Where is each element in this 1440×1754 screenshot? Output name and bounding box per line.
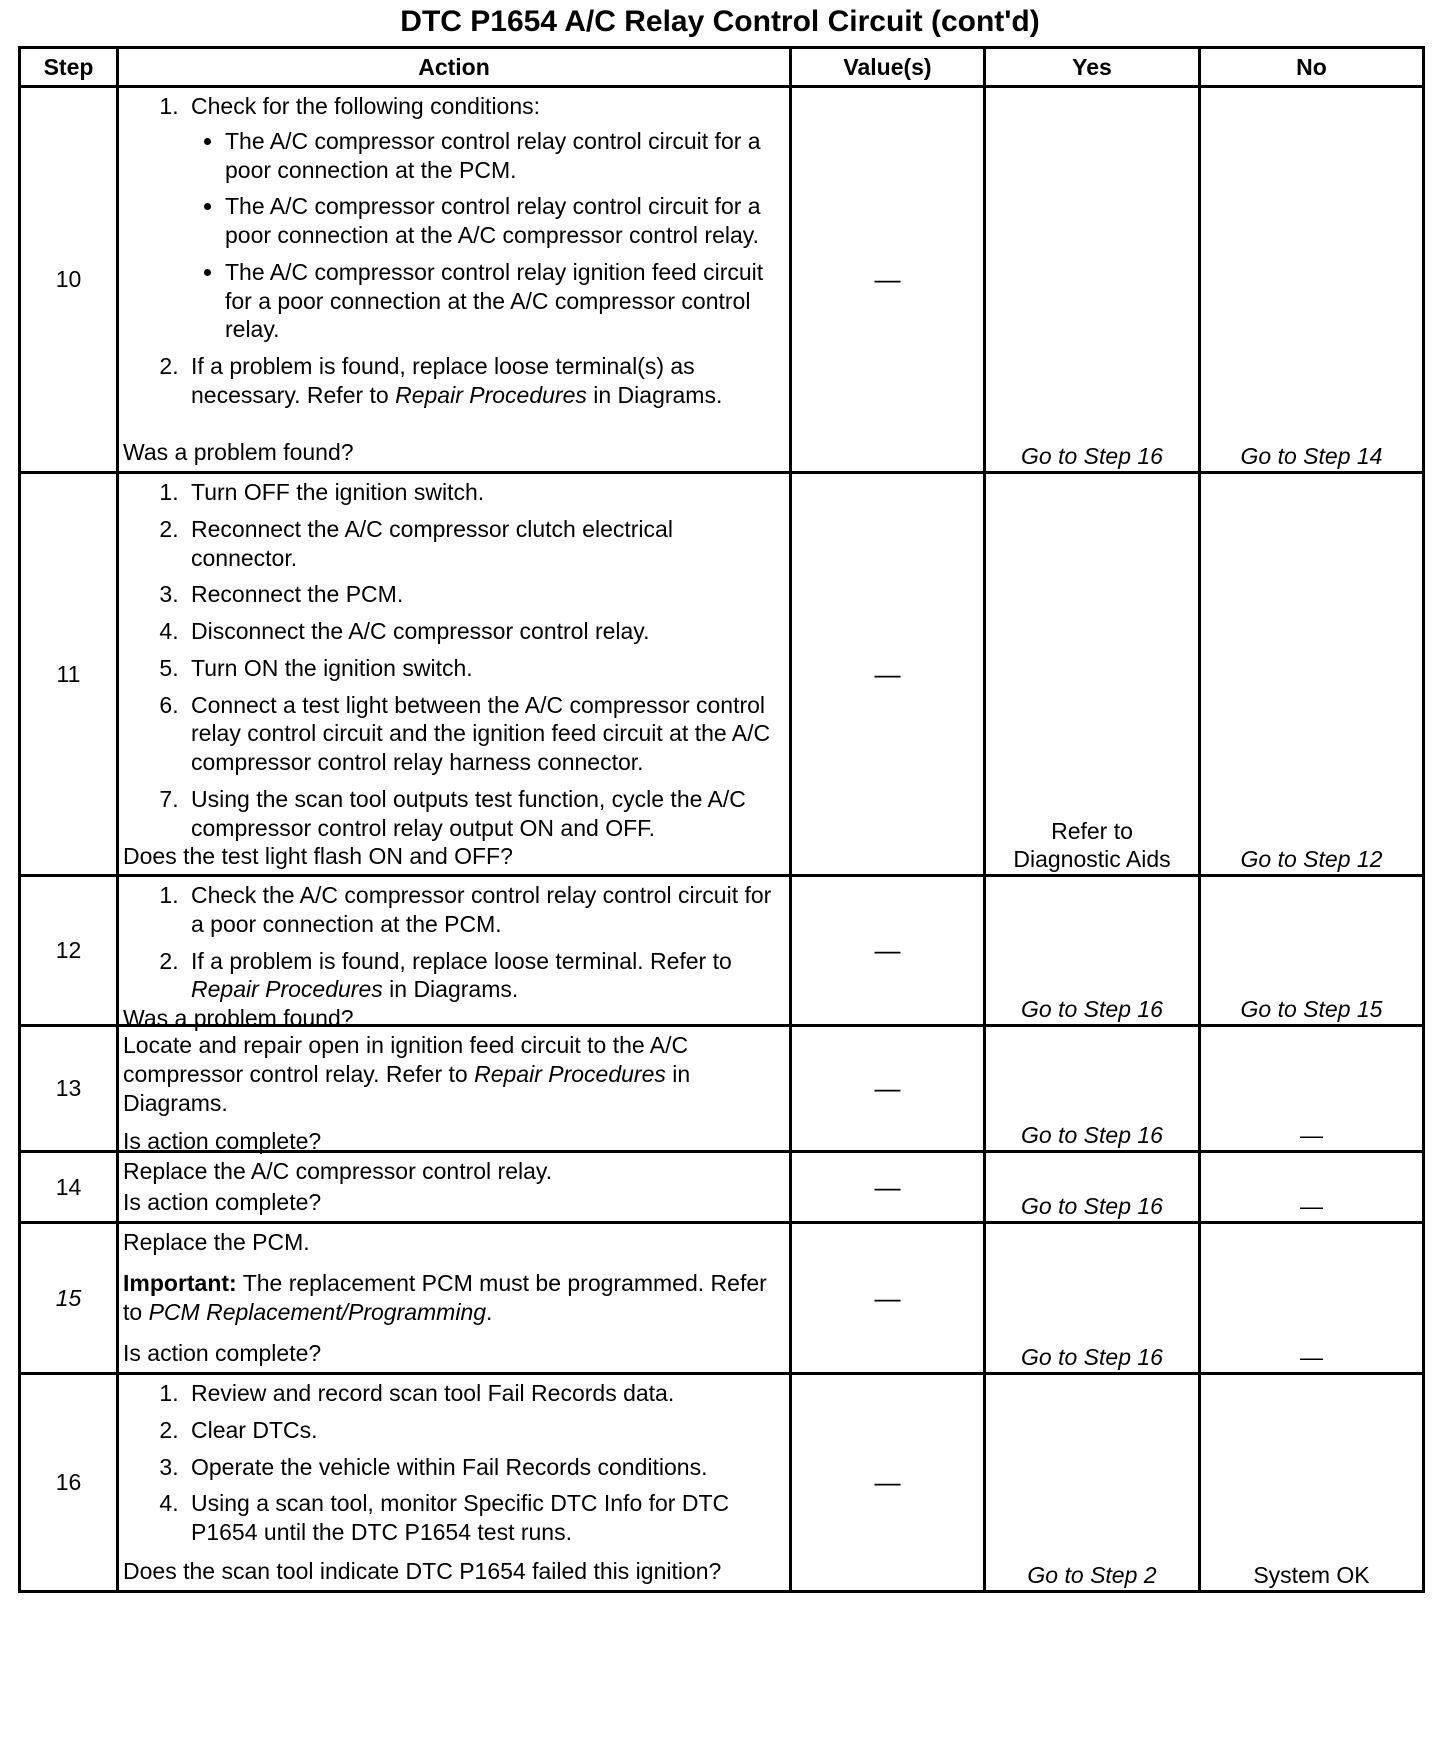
action-bullet: • The A/C compressor control relay ignition feed circuit for a poor connection at the A/C compressor control relay. bbox=[225, 258, 783, 344]
action-item: 2. If a problem is found, replace loose terminal. Refer to Repair Procedures in Diagrams. bbox=[185, 947, 783, 1005]
header-action: Action bbox=[118, 48, 791, 87]
step-number: 13 bbox=[20, 1026, 118, 1152]
step-number: 14 bbox=[20, 1152, 118, 1223]
no-result: — bbox=[1200, 1152, 1424, 1223]
step-number: 10 bbox=[20, 87, 118, 473]
action-item: 2. Clear DTCs. bbox=[185, 1416, 783, 1445]
action-bullet: • The A/C compressor control relay control circuit for a poor connection at the PCM. bbox=[225, 127, 783, 185]
action-item: 1. Turn OFF the ignition switch. bbox=[185, 478, 783, 507]
action-text: Replace the PCM. bbox=[123, 1229, 310, 1255]
action-cell bbox=[118, 87, 791, 473]
action-item: 2. Reconnect the A/C compressor clutch electrical connector. bbox=[185, 515, 783, 573]
action-item: 3. Reconnect the PCM. bbox=[185, 580, 783, 609]
table-row bbox=[20, 1152, 1424, 1223]
important-label: Important: bbox=[123, 1270, 237, 1297]
step-number: 15 bbox=[20, 1223, 118, 1374]
yes-result: Go to Step 16 bbox=[985, 876, 1200, 1026]
yes-result: Go to Step 16 bbox=[985, 87, 1200, 473]
table-row bbox=[20, 1374, 1424, 1592]
action-item: 4. Disconnect the A/C compressor control relay. bbox=[185, 617, 783, 646]
action-question: Was a problem found? bbox=[123, 439, 354, 466]
action-question: Does the test light flash ON and OFF? bbox=[123, 843, 513, 870]
no-result: — bbox=[1200, 1026, 1424, 1152]
page-title: DTC P1654 A/C Relay Control Circuit (cont'd) bbox=[400, 5, 1040, 38]
action-cell bbox=[118, 1152, 791, 1223]
table-row bbox=[20, 876, 1424, 1026]
value-cell: — bbox=[791, 1152, 985, 1223]
step-number: 12 bbox=[20, 876, 118, 1026]
table-row bbox=[20, 1026, 1424, 1152]
action-item: 1. Check for the following conditions: • The A/C compressor control relay control circuit for a poor connection at the PCM. • The A/C compressor control relay control circuit for a poor connection at the A/C compressor control relay. • The A/C compressor control relay ignition feed circuit for a poor connection at the A/C compressor control relay. bbox=[185, 92, 783, 344]
value-cell: — bbox=[791, 473, 985, 876]
action-question: Is action complete? bbox=[123, 1189, 322, 1216]
action-text: Replace the A/C compressor control relay. bbox=[123, 1158, 553, 1184]
action-item: 3. Operate the vehicle within Fail Records conditions. bbox=[185, 1453, 783, 1482]
table-row bbox=[20, 1223, 1424, 1374]
action-cell bbox=[118, 473, 791, 876]
value-cell: — bbox=[791, 87, 985, 473]
diagnostic-table bbox=[18, 46, 1425, 1593]
table-row bbox=[20, 473, 1424, 876]
table-row bbox=[20, 87, 1424, 473]
header-row bbox=[20, 48, 1424, 87]
action-question: Is action complete? bbox=[123, 1128, 322, 1155]
action-item: 2. If a problem is found, replace loose terminal(s) as necessary. Refer to Repair Procedures in Diagrams. bbox=[185, 352, 783, 410]
yes-result: Go to Step 16 bbox=[985, 1223, 1200, 1374]
no-result: Go to Step 15 bbox=[1200, 876, 1424, 1026]
header-yes: Yes bbox=[985, 48, 1200, 87]
reference-link: PCM Replacement/Programming bbox=[148, 1299, 487, 1325]
important-note: Important: The replacement PCM must be programmed. Refer to PCM Replacement/Programming. bbox=[123, 1270, 767, 1325]
action-cell bbox=[118, 876, 791, 1031]
reference-link: Repair Procedures bbox=[191, 976, 383, 1003]
action-item: 4. Using a scan tool, monitor Specific DTC Info for DTC P1654 until the DTC P1654 test runs. bbox=[185, 1489, 783, 1547]
header-values: Value(s) bbox=[791, 48, 985, 87]
no-result: System OK bbox=[1200, 1374, 1424, 1592]
action-item: 6. Connect a test light between the A/C compressor control relay control circuit and the ignition feed circuit at the A/C compressor control relay harness connector. bbox=[185, 691, 783, 777]
yes-result: Go to Step 16 bbox=[985, 1152, 1200, 1223]
action-text: Locate and repair open in ignition feed circuit to the A/C compressor control relay. Refer to Repair Procedures in Diagrams. bbox=[123, 1032, 691, 1116]
value-cell: — bbox=[791, 1026, 985, 1152]
action-item: 1. Check the A/C compressor control relay control circuit for a poor connection at the PCM. bbox=[185, 881, 783, 939]
header-no: No bbox=[1200, 48, 1424, 87]
yes-result: Go to Step 16 bbox=[985, 1026, 1200, 1152]
header-step: Step bbox=[20, 48, 118, 87]
action-question: Is action complete? bbox=[123, 1340, 322, 1367]
action-question: Does the scan tool indicate DTC P1654 failed this ignition? bbox=[123, 1558, 722, 1585]
action-item: 7. Using the scan tool outputs test function, cycle the A/C compressor control relay output ON and OFF. bbox=[185, 785, 783, 843]
action-cell bbox=[118, 1223, 791, 1374]
action-cell bbox=[118, 1374, 791, 1592]
action-item: 5. Turn ON the ignition switch. bbox=[185, 654, 783, 683]
no-result: Go to Step 12 bbox=[1200, 473, 1424, 876]
value-cell: — bbox=[791, 1374, 985, 1592]
yes-result: Refer to Diagnostic Aids bbox=[985, 473, 1200, 876]
step-number: 16 bbox=[20, 1374, 118, 1592]
action-bullet: • The A/C compressor control relay control circuit for a poor connection at the A/C compressor control relay. bbox=[225, 192, 783, 250]
no-result: Go to Step 14 bbox=[1200, 87, 1424, 473]
action-cell bbox=[118, 1026, 791, 1155]
step-number: 11 bbox=[20, 473, 118, 876]
no-result: — bbox=[1200, 1223, 1424, 1374]
action-question: Was a problem found? bbox=[123, 1005, 354, 1031]
yes-result: Go to Step 2 bbox=[985, 1374, 1200, 1592]
value-cell: — bbox=[791, 876, 985, 1026]
value-cell: — bbox=[791, 1223, 985, 1374]
reference-link: Repair Procedures bbox=[395, 381, 587, 408]
action-item: 1. Review and record scan tool Fail Records data. bbox=[185, 1379, 783, 1408]
reference-link: Repair Procedures bbox=[474, 1060, 666, 1087]
